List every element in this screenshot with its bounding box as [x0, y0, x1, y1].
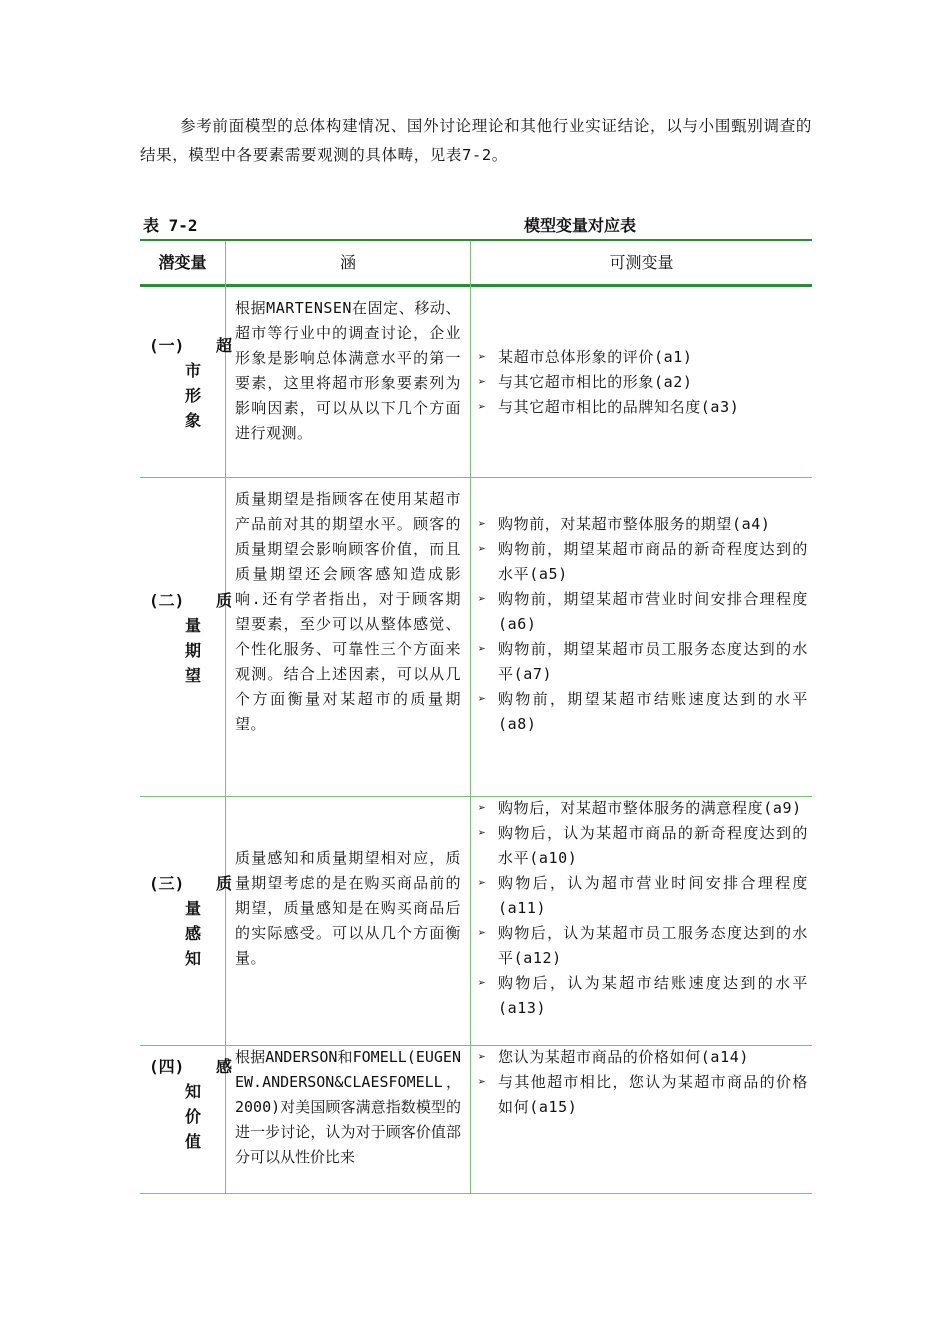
- header-latent: 潜变量: [158, 253, 207, 272]
- arrow-bullet-icon: ➢: [478, 375, 487, 390]
- arrow-bullet-icon: ➢: [478, 692, 487, 707]
- list-item: [478, 971, 808, 1021]
- arrow-bullet-icon: ➢: [478, 1075, 487, 1090]
- arrow-bullet-icon: ➢: [478, 976, 487, 991]
- item-text: 与其他超市相比，您认为某超市商品的价格如何(a15): [498, 1073, 808, 1116]
- arrow-bullet-icon: ➢: [478, 1050, 487, 1065]
- arrow-bullet-icon: ➢: [478, 400, 487, 415]
- arrow-bullet-icon: ➢: [478, 517, 487, 532]
- measurable-list: [478, 345, 808, 420]
- item-text: 您认为某超市商品的价格如何(a14): [498, 1048, 749, 1066]
- arrow-bullet-icon: ➢: [478, 876, 487, 891]
- item-text: 购物后，认为某超市结账速度达到的水平(a13): [498, 974, 808, 1017]
- intro-paragraph: 参考前面模型的总体构建情况、国外讨论理论和其他行业实证结论，以与小围甄别调查的结果，模型中各要素需要观测的具体畴，见表7-2。: [140, 117, 812, 164]
- list-item: [478, 1070, 808, 1120]
- latent-rest-chars: 知价值: [184, 1082, 201, 1151]
- arrow-bullet-icon: ➢: [478, 926, 487, 941]
- list-item: [478, 587, 808, 637]
- latent-first-char: 感: [216, 1057, 233, 1076]
- header-connotation: 涵: [339, 253, 356, 272]
- row-number: (一): [149, 336, 185, 355]
- arrow-bullet-icon: ➢: [478, 801, 487, 816]
- arrow-bullet-icon: ➢: [478, 826, 487, 841]
- table-title: 模型变量对应表: [523, 216, 636, 235]
- row-description: 根据ANDERSON和FOMELL(EUGENEW.ANDERSON&CLAESFOMELL，2000)对美国顾客满意指数模型的进一步讨论，认为对于顾客价值部分可以从性价比来: [235, 1048, 461, 1166]
- item-text: 某超市总体形象的评价(a1): [498, 348, 693, 366]
- list-item: [478, 637, 808, 687]
- arrow-bullet-icon: ➢: [478, 642, 487, 657]
- column-divider: [470, 241, 471, 1193]
- item-text: 与其它超市相比的品牌知名度(a3): [498, 398, 740, 416]
- table-top-rule: [140, 239, 812, 241]
- row-divider: [140, 477, 812, 478]
- list-item: [478, 395, 808, 420]
- item-text: 购物前，对某超市整体服务的期望(a4): [498, 515, 771, 533]
- measurable-list: [478, 512, 808, 737]
- measurable-list: [478, 1045, 808, 1120]
- latent-first-char: 质: [216, 591, 233, 610]
- item-text: 购物前，期望某超市商品的新奇程度达到的水平(a5): [498, 540, 808, 583]
- list-item: [478, 537, 808, 587]
- item-text: 购物后，对某超市整体服务的满意程度(a9): [498, 799, 802, 817]
- item-text: 购物前，期望某超市员工服务态度达到的水平(a7): [498, 640, 808, 683]
- table-label: 表 7-2: [143, 216, 198, 235]
- item-text: 购物后，认为某超市商品的新奇程度达到的水平(a10): [498, 824, 808, 867]
- table-bottom-rule: [140, 1193, 812, 1194]
- list-item: [478, 821, 808, 871]
- arrow-bullet-icon: ➢: [478, 350, 487, 365]
- row-description: 根据MARTENSEN在固定、移动、超市等行业中的调查讨论，企业形象是影响总体满意水平的第一要素，这里将超市形象要素列为影响因素，可以从以下几个方面进行观测。: [235, 299, 461, 442]
- list-item: [478, 921, 808, 971]
- list-item: [478, 512, 808, 537]
- arrow-bullet-icon: ➢: [478, 542, 487, 557]
- row-number: (二): [149, 591, 185, 610]
- item-text: 购物前，期望某超市营业时间安排合理程度(a6): [498, 590, 808, 633]
- latent-first-char: 超: [216, 336, 233, 355]
- row-description: 质量感知和质量期望相对应，质量期望考虑的是在购买商品前的期望，质量感知是在购买商品后的实际感受。可以从几个方面衡量。: [235, 849, 461, 967]
- arrow-bullet-icon: ➢: [478, 592, 487, 607]
- header-measurable: 可测变量: [609, 253, 674, 272]
- item-text: 购物后，认为某超市员工服务态度达到的水平(a12): [498, 924, 808, 967]
- list-item: [478, 1045, 808, 1070]
- row-description: 质量期望是指顾客在使用某超市产品前对其的期望水平。顾客的质量期望会影响顾客价值，而且质量期望还会顾客感知造成影响.还有学者指出，对于顾客期望要素，至少可以从整体感觉、个性化服务、可靠性三个方面来观测。结合上述因素，可以从几个方面衡量对某超市的质量期望。: [235, 490, 461, 733]
- measurable-list: [478, 796, 808, 1021]
- latent-rest-chars: 量感知: [184, 899, 201, 968]
- latent-rest-chars: 量期望: [184, 616, 201, 685]
- latent-rest-chars: 市形象: [184, 361, 201, 430]
- item-text: 与其它超市相比的形象(a2): [498, 373, 693, 391]
- row-number: (三): [149, 874, 185, 893]
- list-item: [478, 345, 808, 370]
- list-item: [478, 370, 808, 395]
- table-header-rule: [140, 284, 812, 287]
- list-item: [478, 871, 808, 921]
- row-number: (四): [149, 1057, 185, 1076]
- item-text: 购物前，期望某超市结账速度达到的水平(a8): [498, 690, 808, 733]
- column-divider: [225, 241, 226, 1193]
- latent-first-char: 质: [216, 874, 233, 893]
- item-text: 购物后，认为超市营业时间安排合理程度(a11): [498, 874, 808, 917]
- list-item: [478, 796, 808, 821]
- list-item: [478, 687, 808, 737]
